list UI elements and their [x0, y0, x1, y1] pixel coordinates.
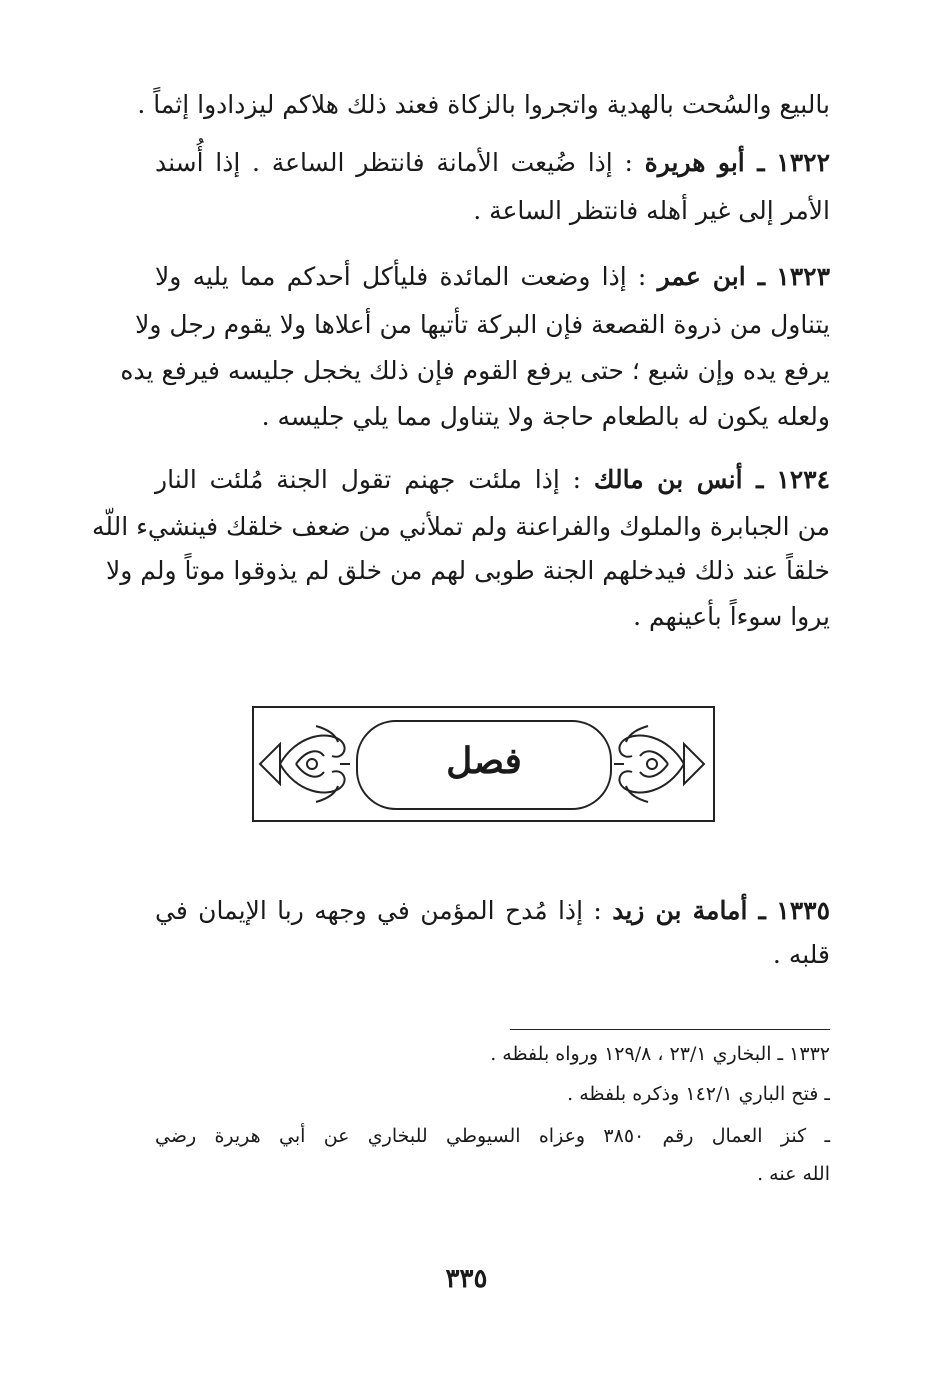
footnote: ـ كنز العمال رقم ٣٨٥٠ وعزاه السيوطي للبخاري عن أبي هريرة رضي: [155, 1125, 831, 1147]
section-title: فصل: [446, 740, 522, 782]
footnote: الله عنه .: [757, 1163, 830, 1185]
entry-1335-line: ١٣٣٥ ـ أمامة بن زيد : إذا مُدح المؤمن في وجهه ربا الإيمان في: [155, 896, 830, 925]
entry-number: ١٣٣٥: [776, 896, 830, 925]
footnote: ١٣٣٢ ـ البخاري ٢٣/١ ، ١٢٩/٨ ورواه بلفظه .: [490, 1043, 830, 1065]
text-line: يرفع يده وإن شبع ؛ حتى يرفع القوم فإن ذلك يخجل جليسه فيرفع يده: [120, 356, 830, 385]
arabesque-scroll-icon: [610, 716, 708, 812]
entry-narrator: ابن عمر: [657, 262, 746, 291]
entry-narrator: أمامة بن زيد: [612, 896, 748, 925]
text-line: يتناول من ذروة القصعة فإن البركة تأتيها من أعلاها ولا يقوم رجل ولا: [135, 310, 830, 339]
entry-1322-line: ١٣٢٢ ـ أبو هريرة : إذا ضُيعت الأمانة فانتظر الساعة . إذا أُسند: [155, 148, 831, 177]
text-line: قلبه .: [772, 940, 830, 969]
footnote: ـ فتح الباري ١٤٢/١ وذكره بلفظه .: [567, 1083, 830, 1105]
entry-number: ١٢٣٤: [776, 465, 831, 494]
entry-1234-line: ١٢٣٤ ـ أنس بن مالك : إذا ملئت جهنم تقول الجنة مُلئت النار: [155, 465, 831, 494]
text-line: خلقاً عند ذلك فيدخلهم الجنة طوبى لهم من خلق لم يذوقوا موتاً ولم ولا: [105, 556, 830, 585]
text-line: يروا سوءاً بأعينهم .: [633, 602, 830, 631]
entry-1323-line: ١٣٢٣ ـ ابن عمر : إذا وضعت المائدة فليأكل أحدكم مما يليه ولا: [155, 262, 831, 291]
page-number: ٣٣٥: [445, 1264, 488, 1294]
entry-narrator: أنس بن مالك: [593, 465, 743, 494]
entry-number: ١٣٢٢: [776, 148, 831, 177]
text-line: من الجبابرة والملوك والفراعنة ولم تملأني من ضعف خلقك فينشيء اللّه: [91, 512, 830, 541]
entry-number: ١٣٢٣: [776, 262, 831, 291]
text-line: ولعله يكون له بالطعام حاجة ولا يتناول مما يلي جليسه .: [261, 402, 830, 431]
text-line: الأمر إلى غير أهله فانتظر الساعة .: [473, 196, 830, 225]
footnote-rule: [510, 1029, 830, 1030]
text-line: بالبيع والسُحت بالهدية واتجروا بالزكاة فعند ذلك هلاكم ليزدادوا إثماً .: [137, 90, 830, 119]
entry-narrator: أبو هريرة: [644, 148, 745, 177]
arabesque-scroll-icon: [256, 716, 354, 812]
